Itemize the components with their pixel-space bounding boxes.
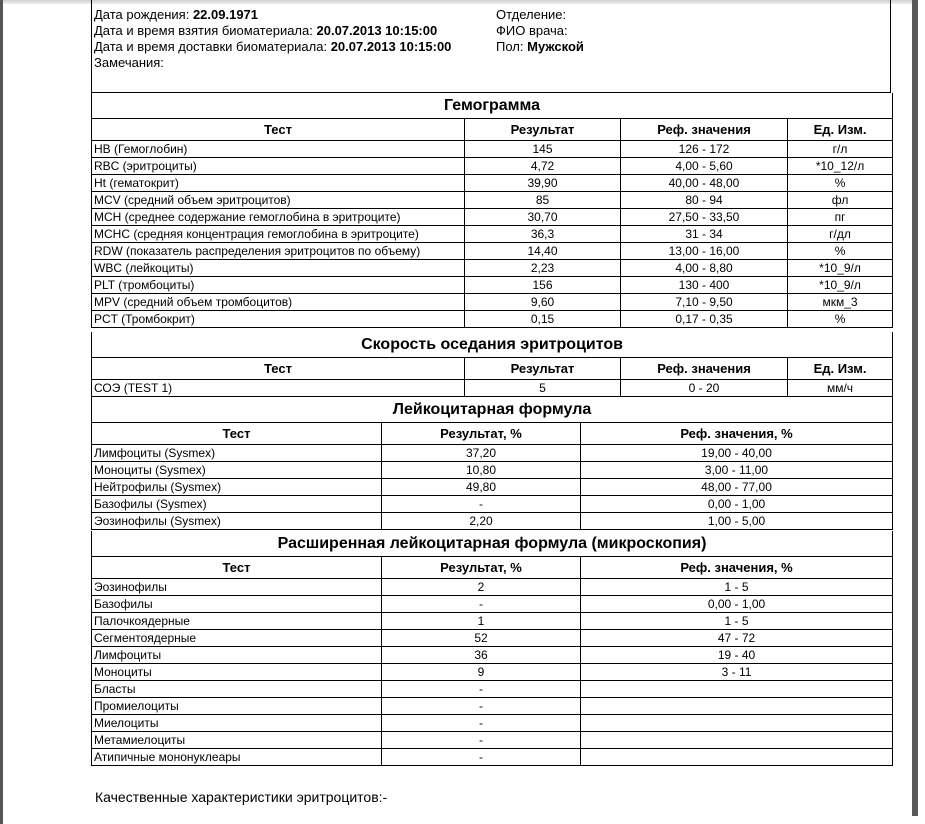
column-header-result: Результат, % bbox=[382, 557, 581, 579]
test-result: 2 bbox=[382, 579, 581, 596]
collection-label: Дата и время взятия биоматериала: bbox=[94, 23, 313, 38]
test-unit: фл bbox=[788, 192, 893, 209]
table-row bbox=[92, 681, 893, 698]
test-ref-range: 7,10 - 9,50 bbox=[621, 294, 788, 311]
test-name: Миелоциты bbox=[92, 715, 382, 732]
table-row bbox=[92, 209, 893, 226]
test-result: 30,70 bbox=[465, 209, 621, 226]
table-row bbox=[92, 277, 893, 294]
test-unit: % bbox=[788, 311, 893, 328]
test-name: Метамиелоциты bbox=[92, 732, 382, 749]
test-name: WBC (лейкоциты) bbox=[92, 260, 465, 277]
test-result: 1 bbox=[382, 613, 581, 630]
test-unit: *10_9/л bbox=[788, 260, 893, 277]
table-row bbox=[92, 158, 893, 175]
test-name: Бласты bbox=[92, 681, 382, 698]
patient-info-box bbox=[91, 0, 891, 93]
test-ref-range: 13,00 - 16,00 bbox=[621, 243, 788, 260]
test-unit: г/л bbox=[788, 141, 893, 158]
table-row bbox=[92, 732, 893, 749]
test-name: Лимфоциты (Sysmex) bbox=[92, 445, 382, 462]
test-result: 9 bbox=[382, 664, 581, 681]
test-result: 14,40 bbox=[465, 243, 621, 260]
esr-title: Скорость оседания эритроцитов bbox=[92, 332, 893, 358]
table-row bbox=[92, 579, 893, 596]
test-ref-range: 130 - 400 bbox=[621, 277, 788, 294]
table-row bbox=[92, 749, 893, 766]
column-header-test: Тест bbox=[92, 423, 382, 445]
table-row bbox=[92, 647, 893, 664]
test-result: - bbox=[382, 496, 581, 513]
test-ref-range: 1,00 - 5,00 bbox=[581, 513, 893, 530]
test-name: Базофилы (Sysmex) bbox=[92, 496, 382, 513]
test-unit: мкм_3 bbox=[788, 294, 893, 311]
test-ref-range: 0,00 - 1,00 bbox=[581, 596, 893, 613]
birth-date-value: 22.09.1971 bbox=[192, 7, 259, 22]
test-unit: мм/ч bbox=[788, 380, 893, 397]
collection-line bbox=[94, 23, 451, 39]
test-unit: *10_9/л bbox=[788, 277, 893, 294]
test-name: PLT (тромбоциты) bbox=[92, 277, 465, 294]
table-row bbox=[92, 294, 893, 311]
column-header-result: Результат, % bbox=[382, 423, 581, 445]
extended-formula-table bbox=[91, 531, 893, 766]
table-row bbox=[92, 479, 893, 496]
test-name: RDW (показатель распределения эритроцитов по объему) bbox=[92, 243, 465, 260]
test-ref-range: 1 - 5 bbox=[581, 613, 893, 630]
test-result: 0,15 bbox=[465, 311, 621, 328]
test-ref-range: 4,00 - 8,80 bbox=[621, 260, 788, 277]
test-result: - bbox=[382, 698, 581, 715]
leukocyte-formula-table bbox=[91, 397, 893, 530]
sex-value: Мужской bbox=[527, 39, 584, 54]
patient-info-right bbox=[496, 7, 584, 55]
table-row bbox=[92, 698, 893, 715]
test-ref-range bbox=[581, 715, 893, 732]
column-header-ref: Реф. значения bbox=[621, 119, 788, 141]
table-row bbox=[92, 496, 893, 513]
test-name: HB (Гемоглобин) bbox=[92, 141, 465, 158]
test-unit: пг bbox=[788, 209, 893, 226]
test-result: 156 bbox=[465, 277, 621, 294]
test-name: Сегментоядерные bbox=[92, 630, 382, 647]
test-ref-range: 31 - 34 bbox=[621, 226, 788, 243]
test-name: Ht (гематокрит) bbox=[92, 175, 465, 192]
test-ref-range: 3,00 - 11,00 bbox=[581, 462, 893, 479]
test-ref-range: 47 - 72 bbox=[581, 630, 893, 647]
test-unit: *10_12/л bbox=[788, 158, 893, 175]
table-row bbox=[92, 226, 893, 243]
test-name: PCT (Тромбокрит) bbox=[92, 311, 465, 328]
test-result: - bbox=[382, 681, 581, 698]
column-header-unit: Ед. Изм. bbox=[788, 119, 893, 141]
test-name: MCH (среднее содержание гемоглобина в эритроците) bbox=[92, 209, 465, 226]
test-result: 39,90 bbox=[465, 175, 621, 192]
test-name: RBC (эритроциты) bbox=[92, 158, 465, 175]
test-ref-range: 4,00 - 5,60 bbox=[621, 158, 788, 175]
test-ref-range: 19,00 - 40,00 bbox=[581, 445, 893, 462]
test-unit: % bbox=[788, 243, 893, 260]
test-ref-range: 126 - 172 bbox=[621, 141, 788, 158]
table-row bbox=[92, 260, 893, 277]
table-row bbox=[92, 715, 893, 732]
column-header-ref: Реф. значения, % bbox=[581, 423, 893, 445]
test-unit: г/дл bbox=[788, 226, 893, 243]
test-result: - bbox=[382, 732, 581, 749]
birth-date-label: Дата рождения: bbox=[94, 7, 190, 22]
table-row bbox=[92, 613, 893, 630]
test-ref-range: 19 - 40 bbox=[581, 647, 893, 664]
delivery-line bbox=[94, 39, 451, 55]
hemogram-title: Гемограмма bbox=[92, 93, 893, 119]
column-header-test: Тест bbox=[92, 557, 382, 579]
remarks-label: Замечания: bbox=[94, 55, 164, 70]
column-header-result: Результат bbox=[465, 119, 621, 141]
hemogram-table bbox=[91, 93, 893, 328]
table-row bbox=[92, 243, 893, 260]
test-ref-range: 27,50 - 33,50 bbox=[621, 209, 788, 226]
test-result: 36 bbox=[382, 647, 581, 664]
patient-info-left bbox=[94, 7, 451, 71]
sex-line bbox=[496, 39, 584, 55]
window-right-margin bbox=[918, 0, 925, 824]
birth-date-line bbox=[94, 7, 451, 23]
test-ref-range: 48,00 - 77,00 bbox=[581, 479, 893, 496]
table-row bbox=[92, 380, 893, 397]
table-row bbox=[92, 445, 893, 462]
doctor-line bbox=[496, 23, 584, 39]
test-name: СОЭ (TEST 1) bbox=[92, 380, 465, 397]
test-name: MCHC (средняя концентрация гемоглобина в эритроците) bbox=[92, 226, 465, 243]
test-result: 9,60 bbox=[465, 294, 621, 311]
table-row bbox=[92, 664, 893, 681]
test-result: - bbox=[382, 749, 581, 766]
rbc-quality-note: Качественные характеристики эритроцитов:- bbox=[95, 789, 388, 805]
test-name: Палочкоядерные bbox=[92, 613, 382, 630]
table-row bbox=[92, 630, 893, 647]
test-name: Базофилы bbox=[92, 596, 382, 613]
test-result: 4,72 bbox=[465, 158, 621, 175]
esr-table bbox=[91, 332, 893, 397]
test-ref-range: 1 - 5 bbox=[581, 579, 893, 596]
table-row bbox=[92, 311, 893, 328]
column-header-result: Результат bbox=[465, 358, 621, 380]
test-name: Промиелоциты bbox=[92, 698, 382, 715]
test-name: MPV (средний объем тромбоцитов) bbox=[92, 294, 465, 311]
column-header-test: Тест bbox=[92, 358, 465, 380]
table-row bbox=[92, 513, 893, 530]
doctor-label: ФИО врача: bbox=[496, 23, 568, 38]
department-label: Отделение: bbox=[496, 7, 567, 22]
test-result: - bbox=[382, 715, 581, 732]
test-ref-range: 0,17 - 0,35 bbox=[621, 311, 788, 328]
test-ref-range bbox=[581, 732, 893, 749]
test-ref-range bbox=[581, 698, 893, 715]
test-ref-range: 80 - 94 bbox=[621, 192, 788, 209]
test-result: 36,3 bbox=[465, 226, 621, 243]
table-row bbox=[92, 141, 893, 158]
delivery-label: Дата и время доставки биоматериала: bbox=[94, 39, 328, 54]
test-ref-range: 0,00 - 1,00 bbox=[581, 496, 893, 513]
test-result: 145 bbox=[465, 141, 621, 158]
column-header-ref: Реф. значения bbox=[621, 358, 788, 380]
test-name: Лимфоциты bbox=[92, 647, 382, 664]
test-name: Эозинофилы bbox=[92, 579, 382, 596]
test-name: Моноциты bbox=[92, 664, 382, 681]
test-ref-range bbox=[581, 681, 893, 698]
window-left-border bbox=[0, 0, 3, 824]
test-result: 5 bbox=[465, 380, 621, 397]
test-name: MCV (средний объем эритроцитов) bbox=[92, 192, 465, 209]
test-result: 2,20 bbox=[382, 513, 581, 530]
test-ref-range bbox=[581, 749, 893, 766]
test-ref-range: 0 - 20 bbox=[621, 380, 788, 397]
test-result: 52 bbox=[382, 630, 581, 647]
column-header-unit: Ед. Изм. bbox=[788, 358, 893, 380]
test-name: Моноциты (Sysmex) bbox=[92, 462, 382, 479]
test-result: 10,80 bbox=[382, 462, 581, 479]
table-row bbox=[92, 175, 893, 192]
table-row bbox=[92, 192, 893, 209]
test-result: 49,80 bbox=[382, 479, 581, 496]
test-ref-range: 40,00 - 48,00 bbox=[621, 175, 788, 192]
leukocyte-formula-title: Лейкоцитарная формула bbox=[92, 397, 893, 423]
test-name: Нейтрофилы (Sysmex) bbox=[92, 479, 382, 496]
table-row bbox=[92, 462, 893, 479]
test-unit: % bbox=[788, 175, 893, 192]
collection-datetime: 20.07.2013 10:15:00 bbox=[316, 23, 438, 38]
test-ref-range: 3 - 11 bbox=[581, 664, 893, 681]
sex-label: Пол: bbox=[496, 39, 524, 54]
column-header-ref: Реф. значения, % bbox=[581, 557, 893, 579]
test-name: Эозинофилы (Sysmex) bbox=[92, 513, 382, 530]
test-result: 85 bbox=[465, 192, 621, 209]
remarks-line bbox=[94, 55, 451, 71]
test-result: - bbox=[382, 596, 581, 613]
delivery-datetime: 20.07.2013 10:15:00 bbox=[330, 39, 452, 54]
test-name: Атипичные мононуклеары bbox=[92, 749, 382, 766]
table-row bbox=[92, 596, 893, 613]
column-header-test: Тест bbox=[92, 119, 465, 141]
test-result: 2,23 bbox=[465, 260, 621, 277]
extended-formula-title: Расширенная лейкоцитарная формула (микроскопия) bbox=[92, 531, 893, 557]
department-line bbox=[496, 7, 584, 23]
test-result: 37,20 bbox=[382, 445, 581, 462]
